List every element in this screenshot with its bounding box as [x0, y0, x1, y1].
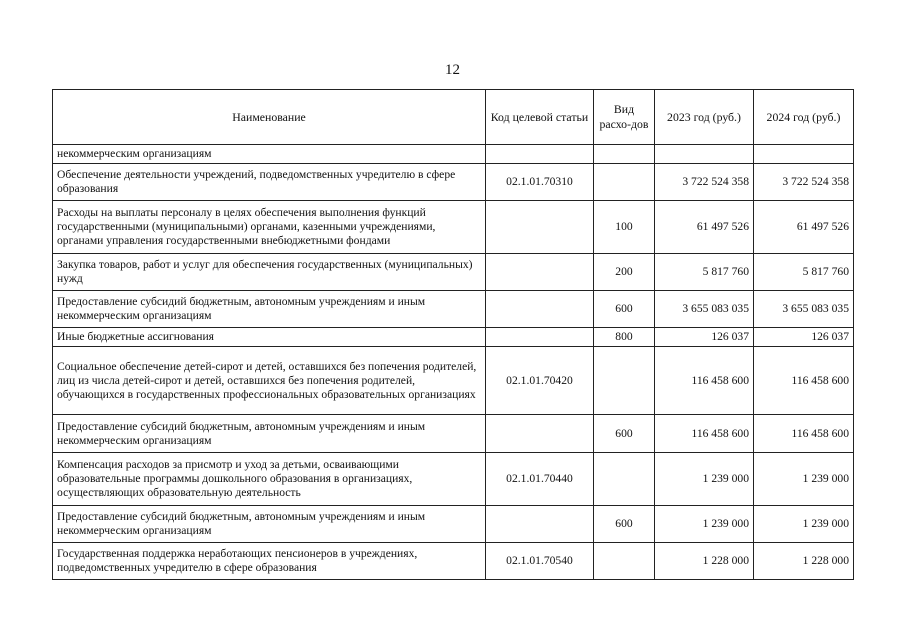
table-row: [53, 415, 854, 453]
column-header-code: Код целевой статьи: [486, 90, 594, 145]
table-row: [53, 291, 854, 328]
cell-type: 600: [594, 291, 655, 328]
cell-2023: 116 458 600: [655, 415, 754, 453]
cell-name: Компенсация расходов за присмотр и уход за детьми, осваивающими образовательные программы дошкольного образования в организациях, осуществляющих образовательную деятельность: [53, 453, 486, 506]
table-header-row: [53, 90, 854, 145]
cell-code: 02.1.01.70540: [486, 543, 594, 580]
table-row: [53, 453, 854, 506]
cell-name: Государственная поддержка неработающих пенсионеров в учреждениях, подведомственных учредителю в сфере образования: [53, 543, 486, 580]
table-row: [53, 347, 854, 415]
budget-table: [52, 89, 854, 580]
cell-code: [486, 291, 594, 328]
cell-2023: 1 228 000: [655, 543, 754, 580]
cell-type: 600: [594, 506, 655, 543]
cell-2024: 61 497 526: [754, 201, 854, 254]
cell-type: [594, 543, 655, 580]
cell-name: Предоставление субсидий бюджетным, автономным учреждениям и иным некоммерческим организациям: [53, 506, 486, 543]
cell-2024: 116 458 600: [754, 415, 854, 453]
cell-code: [486, 415, 594, 453]
cell-2024: 3 722 524 358: [754, 164, 854, 201]
table-row: [53, 328, 854, 347]
cell-code: [486, 328, 594, 347]
cell-name: Предоставление субсидий бюджетным, автономным учреждениям и иным некоммерческим организациям: [53, 291, 486, 328]
cell-code: [486, 506, 594, 543]
cell-2023: 3 655 083 035: [655, 291, 754, 328]
cell-2023: 5 817 760: [655, 254, 754, 291]
column-header-year-2023: 2023 год (руб.): [655, 90, 754, 145]
column-header-type: Вид расхо-дов: [594, 90, 655, 145]
cell-2024: 1 228 000: [754, 543, 854, 580]
cell-type: [594, 145, 655, 164]
cell-code: [486, 254, 594, 291]
cell-2023: [655, 145, 754, 164]
cell-code: 02.1.01.70310: [486, 164, 594, 201]
cell-2024: 116 458 600: [754, 347, 854, 415]
table-row: [53, 145, 854, 164]
cell-2024: [754, 145, 854, 164]
cell-name: Предоставление субсидий бюджетным, автономным учреждениям и иным некоммерческим организациям: [53, 415, 486, 453]
cell-type: 800: [594, 328, 655, 347]
column-header-name: Наименование: [53, 90, 486, 145]
cell-name: Обеспечение деятельности учреждений, подведомственных учредителю в сфере образования: [53, 164, 486, 201]
cell-name: Социальное обеспечение детей-сирот и детей, оставшихся без попечения родителей, лиц из числа детей-сирот и детей, оставшихся без попечения родителей, обучающихся в государственных профессиональных образовательных организациях: [53, 347, 486, 415]
cell-2023: 126 037: [655, 328, 754, 347]
table-row: [53, 254, 854, 291]
cell-2023: 1 239 000: [655, 506, 754, 543]
cell-type: [594, 347, 655, 415]
table-row: [53, 506, 854, 543]
cell-type: 100: [594, 201, 655, 254]
cell-2023: 1 239 000: [655, 453, 754, 506]
cell-name: некоммерческим организациям: [53, 145, 486, 164]
table-row: [53, 543, 854, 580]
cell-type: 600: [594, 415, 655, 453]
column-header-year-2024: 2024 год (руб.): [754, 90, 854, 145]
page-number: 12: [445, 62, 460, 78]
table-row: [53, 164, 854, 201]
cell-name: Закупка товаров, работ и услуг для обеспечения государственных (муниципальных) нужд: [53, 254, 486, 291]
cell-2024: 126 037: [754, 328, 854, 347]
cell-code: 02.1.01.70420: [486, 347, 594, 415]
cell-code: [486, 201, 594, 254]
cell-2024: 5 817 760: [754, 254, 854, 291]
cell-type: [594, 164, 655, 201]
cell-2023: 3 722 524 358: [655, 164, 754, 201]
cell-2024: 3 655 083 035: [754, 291, 854, 328]
cell-name: Расходы на выплаты персоналу в целях обеспечения выполнения функций государственными (муниципальными) органами, казенными учреждениями, органами управления государственными внебюджетными фондами: [53, 201, 486, 254]
table-row: [53, 201, 854, 254]
cell-code: 02.1.01.70440: [486, 453, 594, 506]
cell-name: Иные бюджетные ассигнования: [53, 328, 486, 347]
cell-code: [486, 145, 594, 164]
cell-2023: 116 458 600: [655, 347, 754, 415]
cell-2024: 1 239 000: [754, 506, 854, 543]
cell-2023: 61 497 526: [655, 201, 754, 254]
cell-type: [594, 453, 655, 506]
cell-type: 200: [594, 254, 655, 291]
cell-2024: 1 239 000: [754, 453, 854, 506]
